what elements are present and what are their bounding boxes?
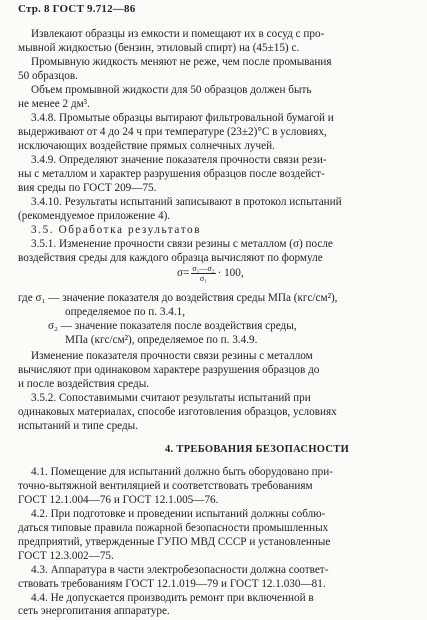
text-line: Изменение показателя прочности связи резины с металлом — [31, 350, 313, 362]
text-line: одинаковых материалах, способе изготовления образцов, условиях — [18, 406, 337, 418]
formula-rhs: · 100, — [217, 267, 244, 280]
formula — [177, 264, 244, 283]
text-line: ны с металлом и характер разрушения образцов после воздейст- — [18, 168, 325, 180]
text-line: воздействия среды для каждого образца вычисляют по формуле — [18, 252, 323, 264]
text-line: не менее 2 дм³. — [18, 98, 90, 110]
section-title: 4. ТРЕБОВАНИЯ БЕЗОПАСНОСТИ — [165, 444, 350, 455]
text-line: 50 образцов. — [18, 70, 78, 82]
text-line: Промывную жидкость меняют не реже, чем после промывания — [31, 56, 332, 68]
text-line: 3.5.1. Изменение прочности связи резины с металлом (σ) после — [31, 238, 333, 250]
text-line: 4.4. Не допускается производить ремонт при включенной в — [31, 592, 314, 604]
text-line: ствовать требованиям ГОСТ 12.1.019—79 и ГОСТ 12.1.030—81. — [18, 578, 326, 590]
text-line: 3.4.10. Результаты испытаний записывают в протокол испытаний — [31, 196, 342, 208]
text-line: выдерживают от 4 до 24 ч при температуре (23±2)°С в условиях, — [18, 126, 327, 138]
text-line: Извлекают образцы из емкости и помещают их в сосуд с про- — [31, 28, 325, 40]
text-line: Объем промывной жидкости для 50 образцов должен быть — [31, 84, 312, 96]
formula-lhs: σ= — [177, 267, 190, 280]
text-line: ГОСТ 12.3.002—75. — [18, 550, 114, 562]
text-line: ГОСТ 12.1.004—76 и ГОСТ 12.1.005—76. — [18, 494, 219, 506]
text-line: 4.2. При подготовке и проведении испытаний должны соблю- — [31, 508, 326, 520]
text-line: 4.3. Аппаратура в части электробезопасности должна соответ- — [31, 564, 329, 576]
subsection-title: 3.5. Обработка результатов — [31, 224, 202, 236]
text-line: исключающих воздействие прямых солнечных лучей. — [18, 140, 275, 152]
text-line: испытаний и типе среды. — [18, 420, 138, 432]
text-line: 3.4.8. Промытые образцы вытирают фильтровальной бумагой и — [31, 112, 334, 124]
text-line: сеть энергопитания аппаратуре. — [18, 605, 170, 617]
text-line: вия среды по ГОСТ 209—75. — [18, 182, 157, 194]
text-line: даться типовые правила пожарной безопасности промышленных — [18, 522, 329, 534]
text-line: 3.4.9. Определяют значение показателя прочности связи рези- — [31, 154, 327, 166]
text-line: мывной жидкостью (бензин, этиловый спирт) на (45±15) с. — [18, 42, 300, 54]
formula-denominator: σ₁ — [199, 274, 207, 283]
text-line: 4.1. Помещение для испытаний должно быть оборудовано при- — [31, 466, 333, 478]
text-line: вычисляют при одинаковом характере разрушения образцов до — [18, 364, 320, 376]
definition-line: МПа (кгс/см²), определяемое по п. 3.4.9. — [65, 334, 258, 346]
page-header: Стр. 8 ГОСТ 9.712—86 — [18, 3, 136, 15]
text-line: предприятий, утвержденные ГУПО МВД СССР и установленные — [18, 536, 331, 548]
text-line: (рекомендуемое приложение 4). — [18, 210, 171, 222]
definition-line: σ₂ — значение показателя после воздействия среды, — [48, 320, 297, 332]
formula-numerator: σ₁—σ₂ — [192, 264, 215, 273]
definition-line: определяемое по п. 3.4.1, — [65, 306, 186, 318]
definition-line: где σ₁ — значение показателя до воздействия среды МПа (кгс/см²), — [18, 292, 338, 304]
text-line: и после воздействия среды. — [18, 378, 150, 390]
formula-fraction — [191, 264, 215, 283]
text-line: точно-вытяжной вентиляцией и соответствовать требованиям — [18, 480, 313, 492]
text-line: 3.5.2. Сопоставимыми считают результаты испытаний при — [31, 392, 311, 404]
